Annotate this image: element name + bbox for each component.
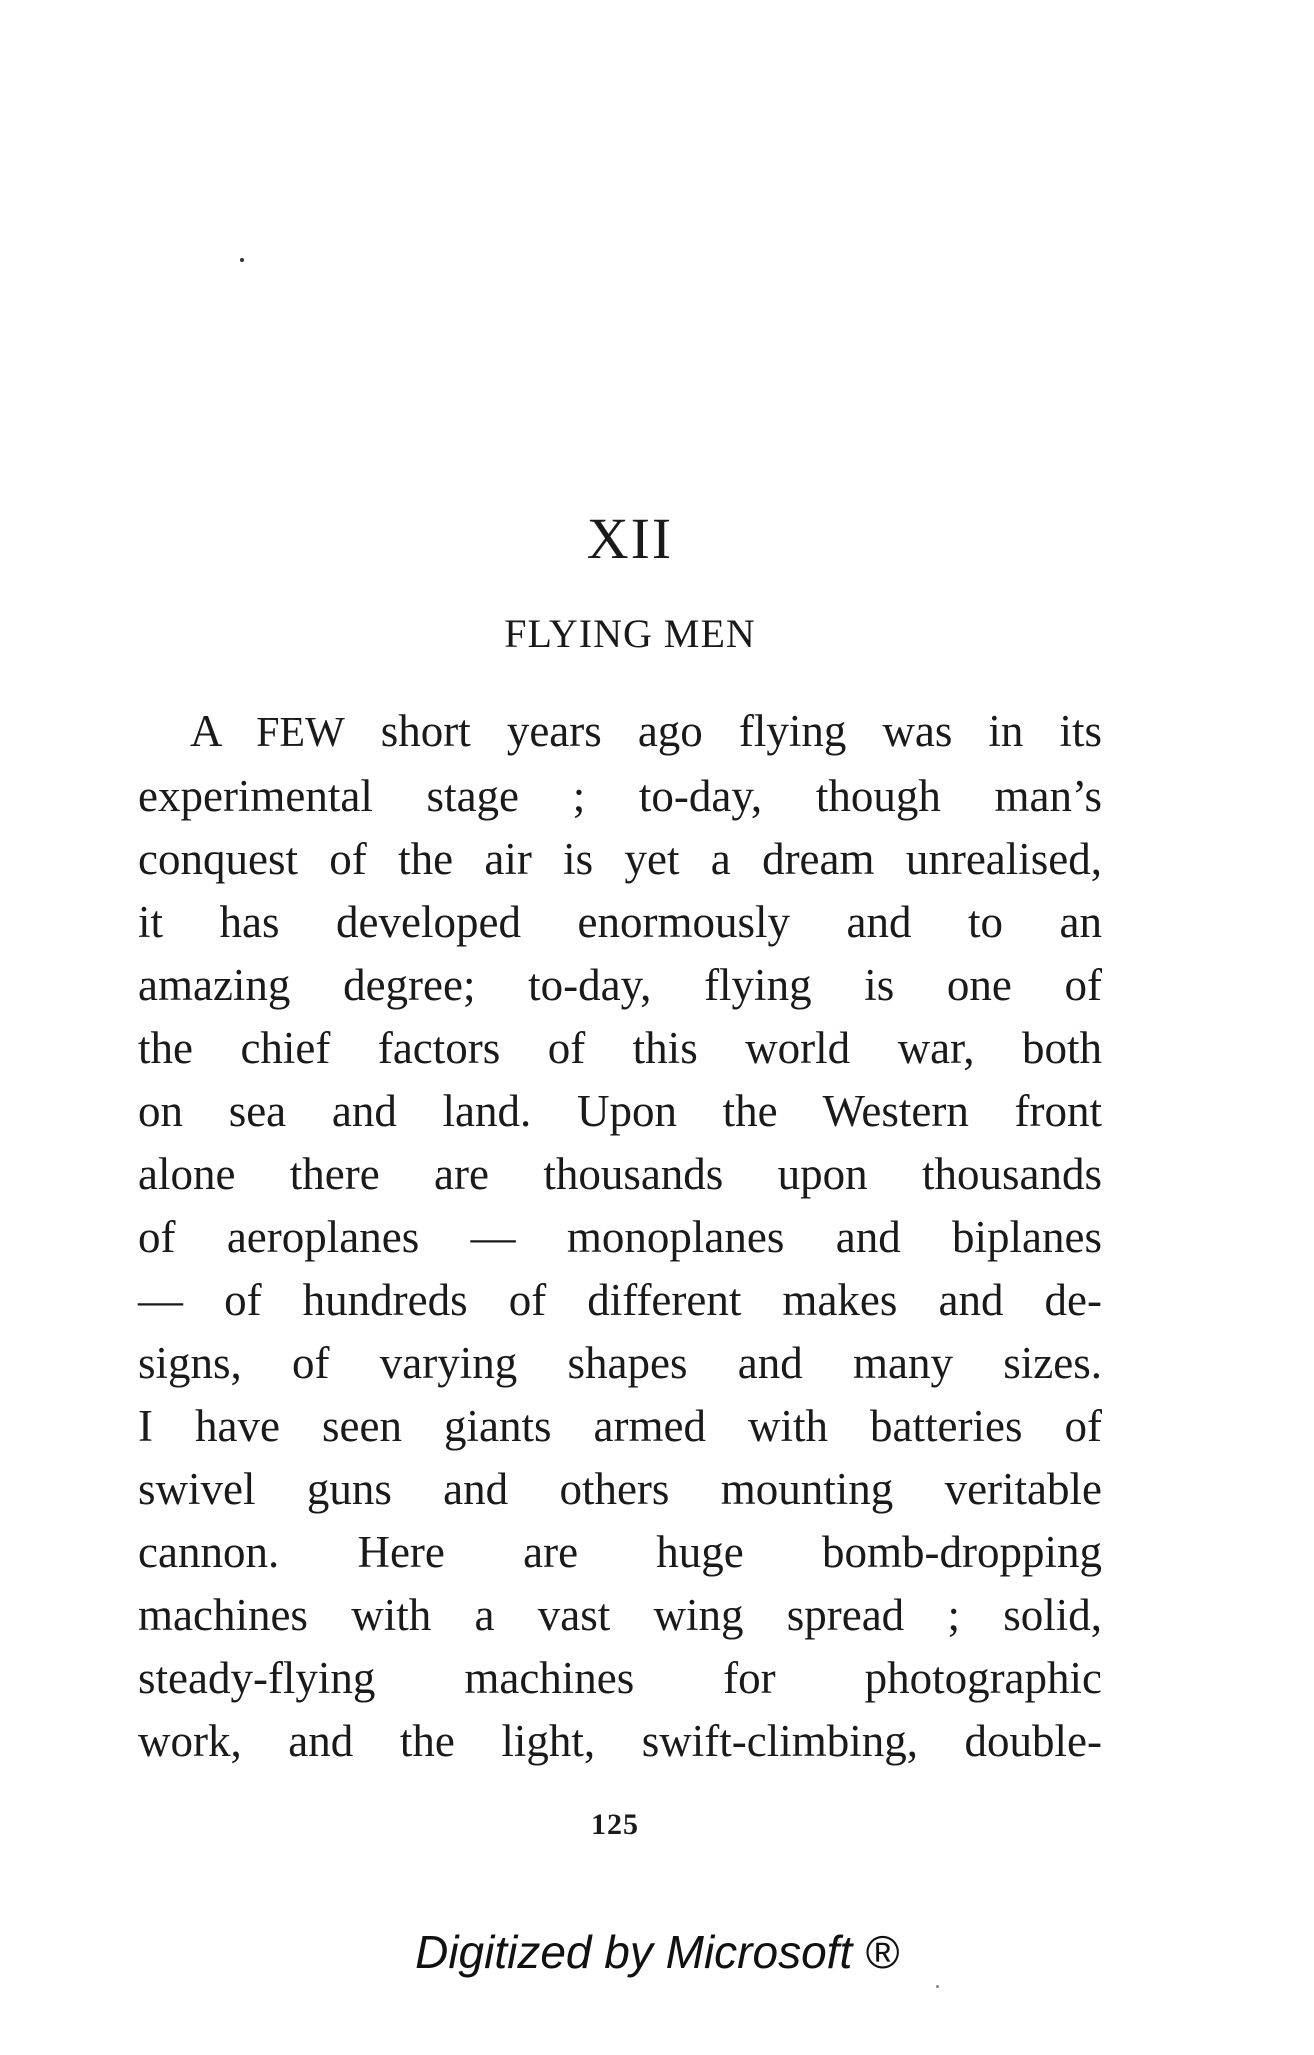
smallcaps-word: FEW [256,710,345,756]
body-line [138,700,1102,765]
body-line: machines with a vast wing spread ; solid, [138,1590,1102,1640]
chapter-title: FLYING MEN [504,611,756,656]
body-line: work, and the light, swift-climbing, double- [138,1716,1102,1766]
page-number: 125 [591,1808,639,1841]
body-line: — of hundreds of different makes and de- [138,1275,1102,1325]
body-line: experimental stage ; to-day, though man’s [138,771,1102,821]
body-line: of aeroplanes — monoplanes and biplanes [138,1212,1102,1262]
ink-speck [240,258,244,262]
body-line: signs, of varying shapes and many sizes. [138,1338,1102,1388]
body-line: on sea and land. Upon the Western front [138,1086,1102,1136]
body-line: conquest of the air is yet a dream unrealised, [138,834,1102,884]
body-line: it has developed enormously and to an [138,897,1102,947]
body-line: alone there are thousands upon thousands [138,1149,1102,1199]
body-line: cannon. Here are huge bomb-dropping [138,1527,1102,1577]
body-line: amazing degree; to-day, flying is one of [138,960,1102,1010]
ink-speck [936,1985,939,1988]
body-line: the chief factors of this world war, both [138,1023,1102,1073]
body-line: steady-flying machines for photographic [138,1653,1102,1703]
opening-word: A [190,706,221,756]
chapter-number: XII [586,506,674,571]
body-line: swivel guns and others mounting veritable [138,1464,1102,1514]
digitized-watermark: Digitized by Microsoft ® [415,1926,899,1978]
body-line-text: short years ago flying was in its [344,706,1102,756]
body-paragraph [138,700,1102,1773]
body-line: I have seen giants armed with batteries of [138,1401,1102,1451]
